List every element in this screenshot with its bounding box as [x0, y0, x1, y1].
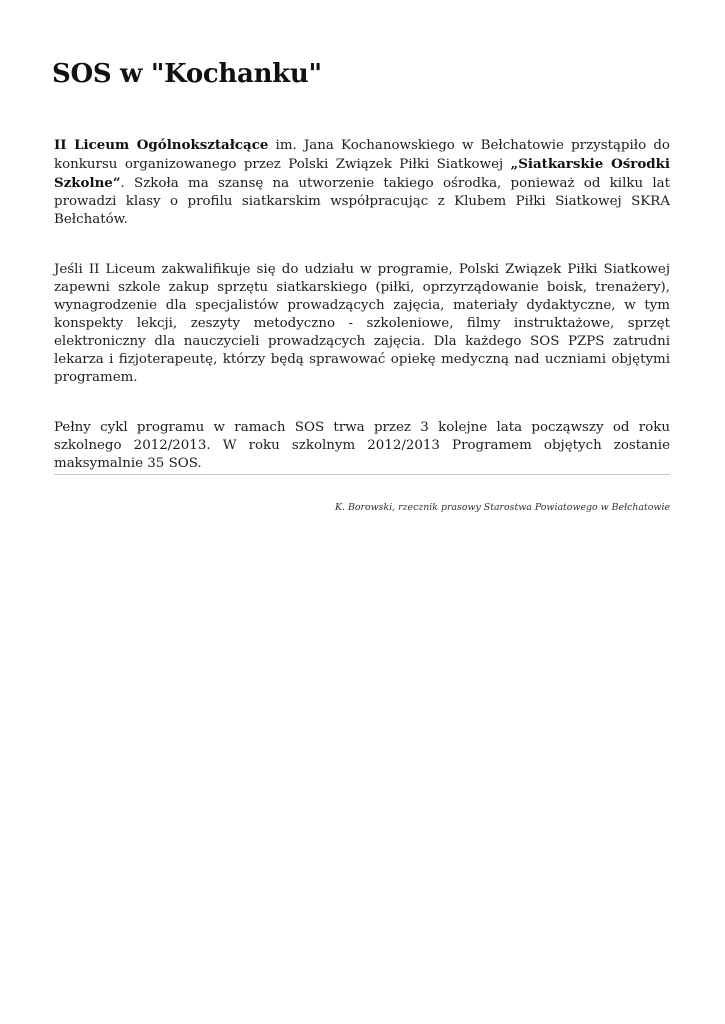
paragraph-2: Jeśli II Liceum zakwalifikuje się do udziału w programie, Polski Związek Piłki Siatkowej zapewni szkole zakup sprzętu siatkarskiego (piłki, oprzyrządowanie boisk, trenażery), wynagrodzenie dla specjalistów prowadzących zajęcia, materiały dydaktyczne, w tym konspekty lekcji, zeszyty metodyczno - szkoleniowe, filmy instruktażowe, sprzęt elektroniczny dla nauczycieli prowadzących zajęcia. Dla każdego SOS PZPS zatrudni lekarza i fizjoterapeutę, którzy będą sprawować opiekę medyczną nad uczniami objętymi programem. — [54, 262, 670, 385]
paragraph-3: Pełny cykl programu w ramach SOS trwa przez 3 kolejne lata począwszy od roku szkolnego 2012/2013. W roku szkolnym 2012/2013 Programem objętych zostanie maksymalnie 35 SOS. — [54, 420, 670, 471]
page-title: SOS w "Kochanku" — [52, 59, 322, 89]
contest-name: „Siatkarskie Ośrodki Szkolne” — [54, 156, 670, 191]
paragraph-1-text-b: . Szkoła ma szansę na utworzenie takiego ośrodka, ponieważ od kilku lat prowadzi klasy o profilu siatkarskim współpracując z Klubem Piłki Siatkowej SKRA Bełchatów. — [54, 176, 670, 227]
paragraph-1-text-a: im. Jana Kochanowskiego w Bełchatowie przystąpiło do konkursu organizowanego przez Polski Związek Piłki Siatkowej — [54, 138, 670, 172]
author-credit: K. Borowski, rzecznik prasowy Starostwa Powiatowego w Bełchatowie — [335, 502, 670, 513]
paragraph-1 — [54, 136, 670, 229]
article-body — [54, 136, 670, 505]
horizontal-divider — [54, 474, 670, 475]
school-name: II Liceum Ogólnokształcące — [54, 137, 269, 153]
